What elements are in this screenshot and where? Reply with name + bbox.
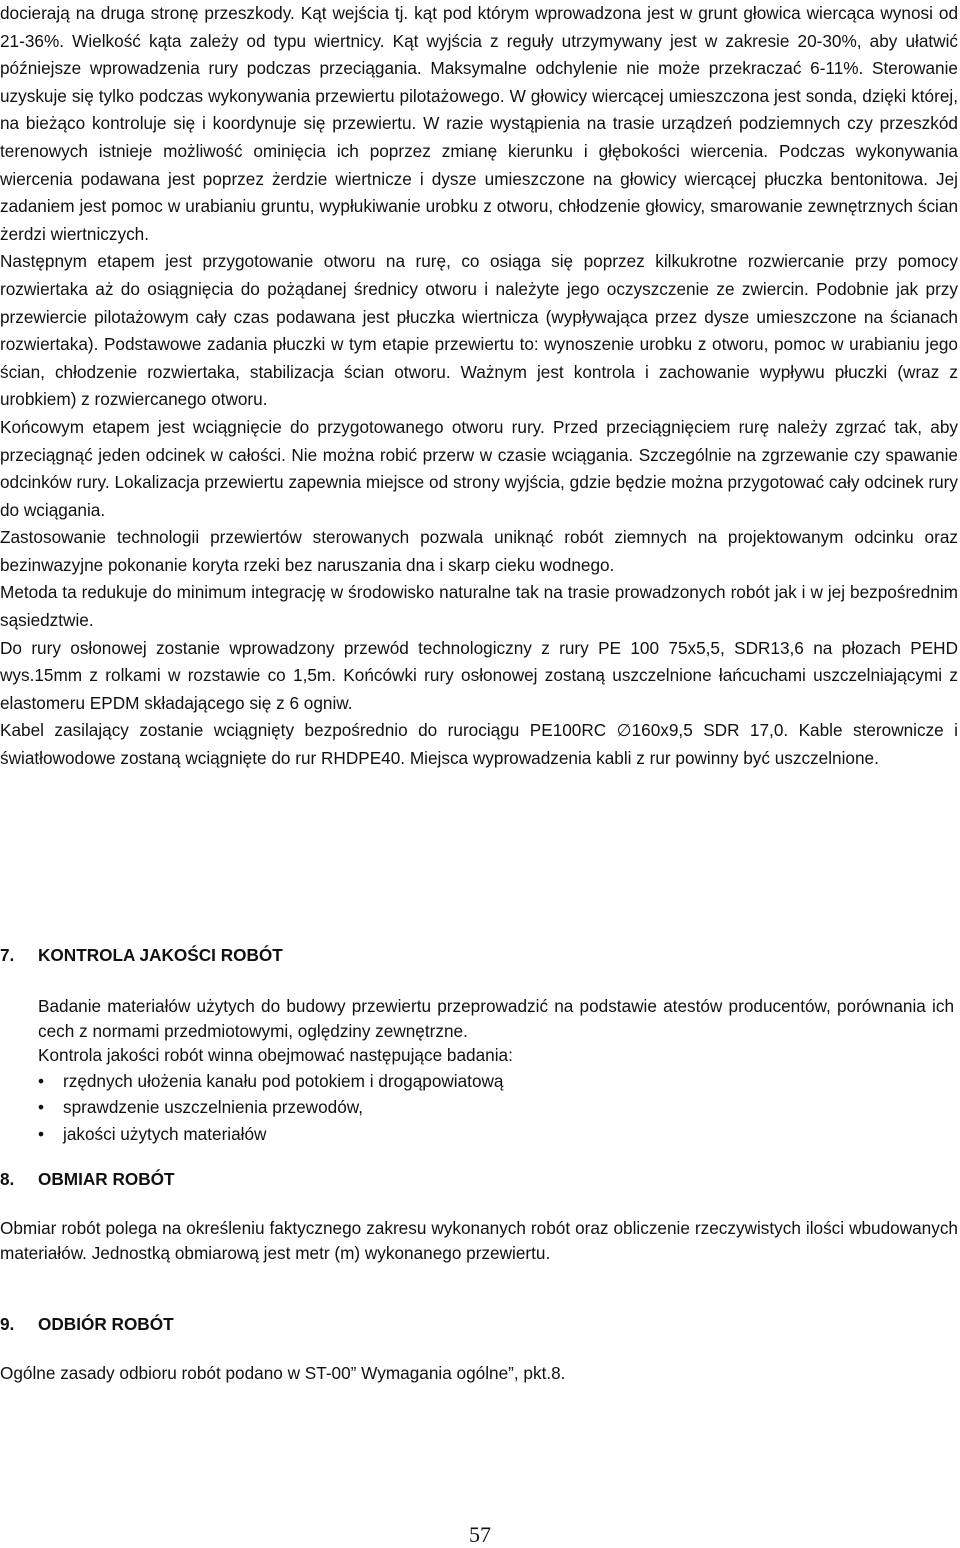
section-9-text: Ogólne zasady odbioru robót podano w ST-00” Wymagania ogólne”, pkt.8.: [0, 1363, 566, 1383]
section-7-lead: Kontrola jakości robót winna obejmować następujące badania:: [38, 1045, 513, 1065]
list-item: • jakości użytych materiałów: [38, 1121, 954, 1148]
section-7-number: 7.: [0, 945, 15, 965]
section-7-heading: [0, 944, 283, 966]
section-7-title: KONTROLA JAKOŚCI ROBÓT: [38, 945, 283, 965]
section-8-number: 8.: [0, 1169, 15, 1189]
page-number: 57: [469, 1522, 491, 1547]
paragraph-technology-benefits: Zastosowanie technologii przewiertów sterowanych pozwala uniknąć robót ziemnych na projektowanym odcinku oraz bezinwazyjne pokonanie koryta rzeki bez naruszania dna i skarp cieku wodnego.: [0, 527, 958, 575]
paragraph-casing-pipe: Do rury osłonowej zostanie wprowadzony przewód technologiczny z rury PE 100 75x5,5, SDR13,6 na płozach PEHD wys.15mm z rolkami w rozstawie co 1,5m. Końcówki rury osłonowej zostaną uszczelnione łańcuchami uszczelniającymi z elastomeru EPDM składającego się z 6 ogniw.: [0, 637, 958, 713]
section-9-heading: [0, 1313, 174, 1335]
paragraph-cables: Kabel zasilający zostanie wciągnięty bezpośrednio do rurociągu PE100RC ∅160x9,5 SDR 17,0. Kable sterownicze i światłowodowe zostaną wciągnięte do rur RHDPE40. Miejsca wyprowadzenia kabli z rur powinny być uszczelnione.: [0, 720, 958, 769]
list-item: • sprawdzenie uszczelnienia przewodów,: [38, 1094, 954, 1121]
section-9-number: 9.: [0, 1314, 15, 1334]
paragraph-drilling-pilot: docierają na druga stronę przeszkody. Kąt wejścia tj. kąt pod którym wprowadzona jest w grunt głowica wiercąca wynosi od 21-36%. Wielkość kąta zależy od typu wiertnicy. Kąt wyjścia z reguły utrzymywany jest w zakresie 20-30%, aby ułatwić późniejsze wprowadzenia rury podczas przeciągania. Maksymalne odchylenie nie może przekraczać 6-11%. Sterowanie uzyskuje się tylko podczas wykonywania przewiertu pilotażowego. W głowicy wiercącej umieszczona jest sonda, dzięki której, na bieżąco kontroluje się i koordynuje się przewiertu. W razie wystąpienia na trasie urządzeń podziemnych czy przeszkód terenowych istnieje możliwość ominięcia ich poprzez zmianę kierunku i głębokości wiercenia. Podczas wykonywania wiercenia podawana jest poprzez żerdzie wiertnicze i dysze umieszczone na głowicy wiercącej płuczka bentonitowa. Jej zadaniem jest pomoc w urabianiu gruntu, wypłukiwanie urobku z otworu, chłodzenie głowicy, smarowanie zewnętrznych ścian żerdzi wiertniczych.: [0, 3, 958, 244]
section-7-intro: Badanie materiałów użytych do budowy przewiertu przeprowadzić na podstawie atestów producentów, porównania ich cech z normami przedmiotowymi, oględziny zewnętrzne.: [38, 996, 954, 1041]
section-9-body: [0, 1361, 958, 1386]
section-8-heading: [0, 1168, 175, 1190]
paragraph-reaming: Następnym etapem jest przygotowanie otworu na rurę, co osiąga się poprzez kilkukrotne rozwiercanie przy pomocy rozwiertaka aż do osiągnięcia do pożądanej średnicy otworu i należyte jego oczyszczenie ze zwiercin. Podobnie jak przy przewiercie pilotażowym cały czas podawana jest płuczka wiertnicza (wypływająca przez dysze umieszczone na ścianach rozwiertaka). Podstawowe zadania płuczki w tym etapie przewiertu to: wynoszenie urobku z otworu, pomoc w urabianiu jego ścian, chłodzenie rozwiertaka, stabilizacja ścian otworu. Ważnym jest kontrola i zachowanie wypływu płuczki (wraz z urobkiem) z rozwiercanego otworu.: [0, 251, 958, 410]
paragraph-environment: Metoda ta redukuje do minimum integrację w środowisko naturalne tak na trasie prowadzonych robót jak i w jej bezpośrednim sąsiedztwie.: [0, 582, 958, 631]
section-9-title: ODBIÓR ROBÓT: [38, 1314, 174, 1334]
section-8-text: Obmiar robót polega na określeniu faktycznego zakresu wykonanych robót oraz obliczenie rzeczywistych ilości wbudowanych materiałów. Jednostką obmiarową jest metr (m) wykonanego przewiertu.: [0, 1218, 958, 1263]
section-8-title: OBMIAR ROBÓT: [38, 1169, 175, 1189]
section-7-body: [38, 994, 954, 1147]
section-7-bullet-list: [38, 1068, 954, 1148]
list-item: • rzędnych ułożenia kanału pod potokiem i drogąpowiatową: [38, 1068, 954, 1095]
body-text: [0, 0, 958, 773]
paragraph-pulling: Końcowym etapem jest wciągnięcie do przygotowanego otworu rury. Przed przeciągnięciem rurę należy zgrzać tak, aby przeciągnąć jeden odcinek w całości. Nie można robić przerw w czasie wciągania. Szczególnie na zgrzewanie czy spawanie odcinków rury. Lokalizacja przewiertu zapewnia miejsce od strony wyjścia, gdzie będzie można przygotować cały odcinek rury do wciągania.: [0, 416, 958, 520]
section-8-body: [0, 1216, 958, 1265]
